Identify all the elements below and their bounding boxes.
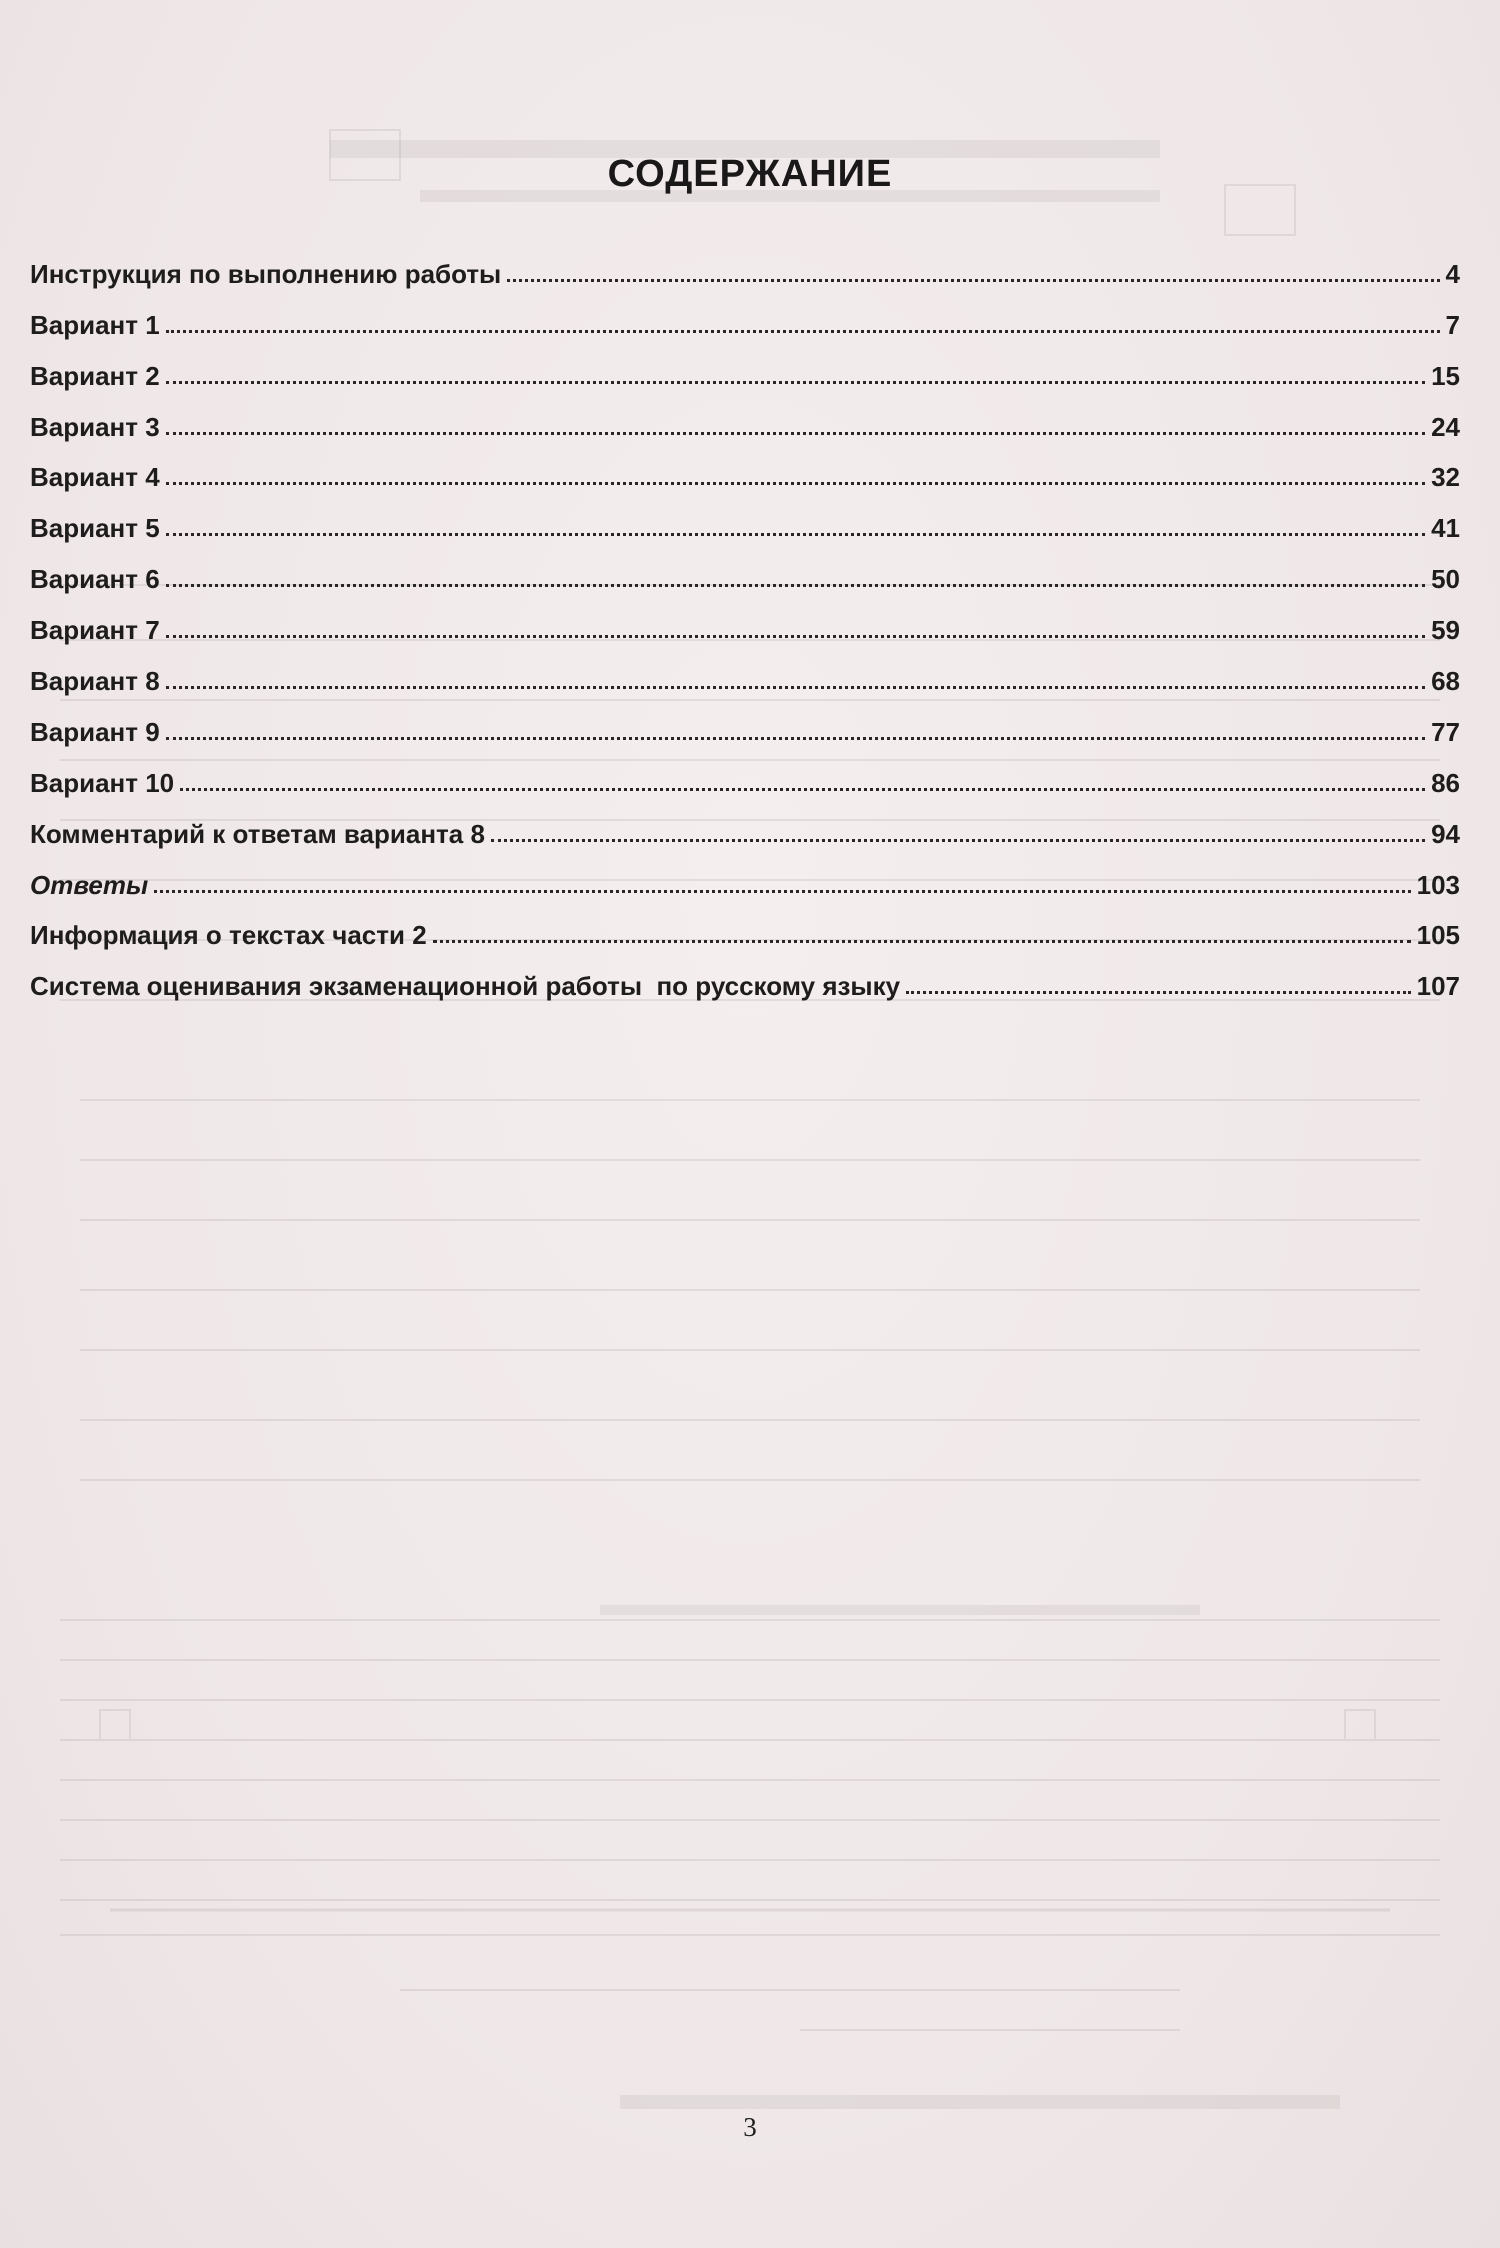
toc-dot-leader — [491, 838, 1425, 842]
toc-entry-page: 32 — [1431, 462, 1460, 493]
toc-dot-leader — [166, 481, 1425, 485]
toc-dot-leader — [166, 431, 1425, 435]
toc-entry — [30, 849, 1460, 900]
toc-dot-leader — [433, 939, 1411, 943]
toc-entry-title: Вариант 8 — [30, 666, 160, 697]
toc-entry-page: 86 — [1431, 767, 1460, 798]
toc-entry-title: Вариант 4 — [30, 462, 160, 493]
toc-entry-title: Вариант 5 — [30, 513, 160, 544]
toc-dot-leader — [166, 685, 1425, 689]
page-title: СОДЕРЖАНИЕ — [607, 153, 893, 196]
toc-dot-leader — [507, 278, 1439, 282]
toc-entry-title: Вариант 6 — [30, 564, 160, 595]
toc-entry-title: Ответы — [30, 869, 149, 900]
toc-entry — [30, 492, 1460, 543]
toc-entry-page: 50 — [1431, 564, 1460, 595]
toc-entry-page: 94 — [1431, 818, 1460, 849]
toc-entry-page: 103 — [1416, 869, 1460, 900]
toc-entry-title: Комментарий к ответам варианта 8 — [30, 818, 485, 849]
toc-entry-page: 24 — [1431, 411, 1460, 442]
toc-entry — [30, 900, 1460, 951]
toc-entry-title: Вариант 1 — [30, 309, 160, 340]
toc-entry-title: Вариант 3 — [30, 411, 160, 442]
toc-entry-page: 105 — [1416, 920, 1460, 951]
toc-entry-title: Инструкция по выполнению работы — [30, 258, 502, 289]
toc-entry-title: Информация о текстах части 2 — [30, 920, 427, 951]
toc-entry-page: 15 — [1431, 360, 1460, 391]
toc-entry — [30, 594, 1460, 645]
toc-entry-title: Вариант 10 — [30, 767, 175, 798]
toc-dot-leader — [166, 532, 1425, 536]
toc-dot-leader — [154, 889, 1410, 893]
toc-dot-leader — [166, 583, 1425, 587]
toc-dot-leader — [166, 736, 1425, 740]
toc-entry — [30, 289, 1460, 340]
toc-entry-page: 41 — [1431, 513, 1460, 544]
toc-dot-leader — [166, 380, 1425, 384]
toc-entry-page: 107 — [1416, 971, 1460, 1002]
toc-entry-page: 59 — [1431, 615, 1460, 646]
toc-entry — [30, 645, 1460, 696]
toc-entry — [30, 747, 1460, 798]
toc-entry-page: 77 — [1431, 716, 1460, 747]
toc-entry — [30, 798, 1460, 849]
toc-dot-leader — [906, 990, 1410, 994]
toc-entry-title: Вариант 9 — [30, 716, 160, 747]
toc-entry-page: 4 — [1445, 258, 1460, 289]
toc-entry — [30, 238, 1460, 289]
toc-entry-title: Вариант 7 — [30, 615, 160, 646]
toc-entry — [30, 950, 1460, 1001]
toc-entry-page: 7 — [1445, 309, 1460, 340]
toc-dot-leader — [180, 787, 1425, 791]
table-of-contents — [30, 238, 1460, 1001]
toc-entry-page: 68 — [1431, 666, 1460, 697]
toc-entry — [30, 543, 1460, 594]
toc-entry-title: Система оценивания экзаменационной работы по русскому языку — [30, 971, 901, 1002]
toc-entry-title: Вариант 2 — [30, 360, 160, 391]
page-number: 3 — [743, 2112, 757, 2142]
toc-entry — [30, 391, 1460, 442]
toc-entry — [30, 340, 1460, 391]
toc-dot-leader — [166, 329, 1440, 333]
toc-entry — [30, 442, 1460, 493]
toc-dot-leader — [166, 634, 1425, 638]
toc-entry — [30, 696, 1460, 747]
